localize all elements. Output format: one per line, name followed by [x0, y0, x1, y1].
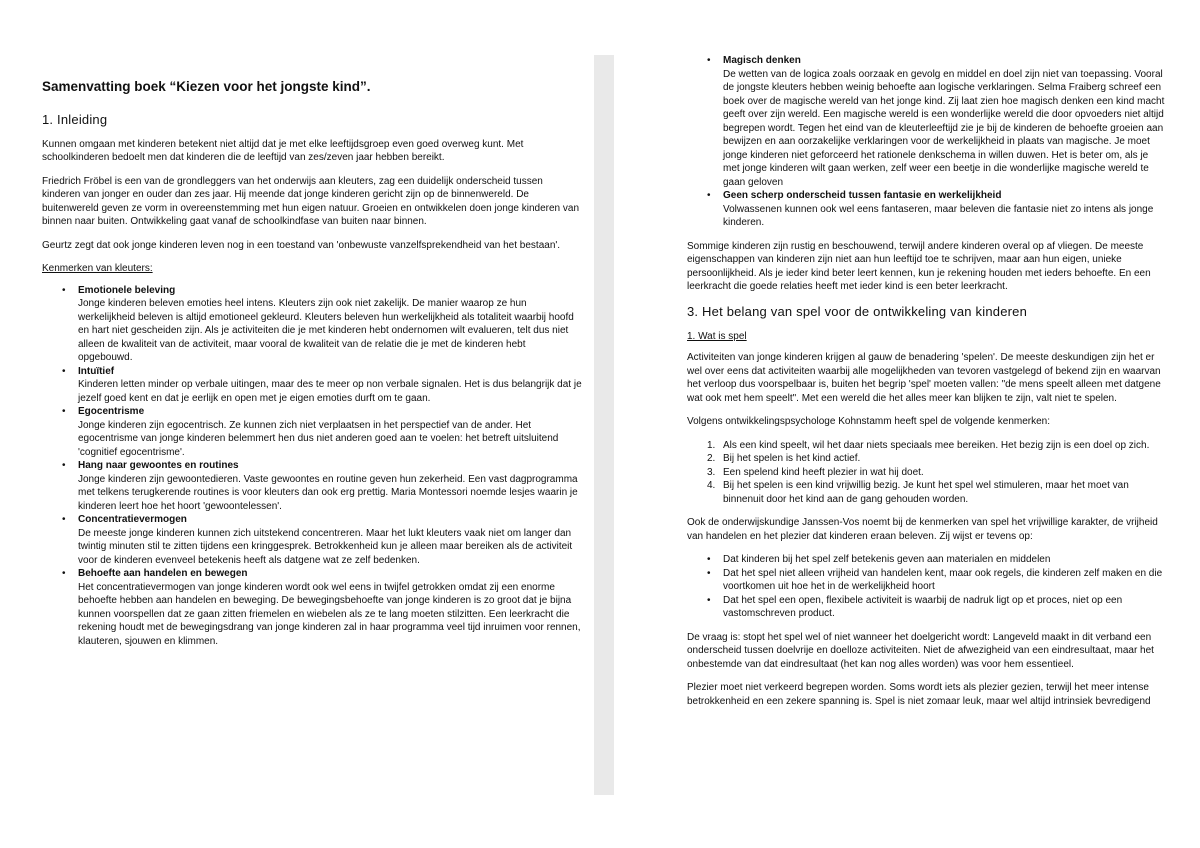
paragraph: Kunnen omgaan met kinderen betekent niet altijd dat je met elke leeftijdsgroep even goed overweg kunt. Met schoolkinderen bedoelt men dat kinderen die de leeftijd van zes/zeven jaar hebben bereikt.: [42, 138, 524, 163]
list-item-title: Emotionele beleving: [78, 284, 176, 296]
list-item-text: De meeste jonge kinderen kunnen zich uitstekend concentreren. Maar het lukt kleuters vaak niet om langer dan twintig minuten stil te zitten tijdens een kringgesprek. Betrokkenheid kun je alleen maar bereiken als de activiteit voor de kinderen evenveel betekenis heeft als datgene wat ze zelf bedenken.: [78, 527, 573, 566]
numbered-item: [687, 479, 1167, 506]
list-item: [687, 594, 1167, 621]
list-item-title: Geen scherp onderscheid tussen fantasie en werkelijkheid: [723, 190, 1002, 201]
bullet-icon: •: [62, 568, 66, 579]
paragraph: Friedrich Fröbel is een van de grondleggers van het onderwijs aan kleuters, zag een duidelijk onderscheid tussen kinderen van jonger en ouder dan zes jaar. Hij meende dat jonge kinderen gericht zijn op de binnenwereld. De buitenwereld geven ze vorm in overeenstemming met hun eigen natuur. Groeien en ontwikkelen doen jonge kinderen van binnen naar buiten. Ontwikkeling gaat vanaf de schoolkindfase van buiten naar binnen.: [42, 175, 580, 227]
subheading-wat-is-spel: 1. Wat is spel: [687, 330, 747, 342]
list-item-title: Egocentrisme: [78, 406, 145, 417]
item-number: 4.: [707, 480, 716, 491]
bullet-icon: •: [707, 594, 711, 606]
numbered-item-text: Bij het spelen is een kind vrijwillig bezig. Je kunt het spel wel stimuleren, maar het moet van binnenuit door het kind aan de gang gehouden worden.: [723, 480, 1129, 505]
bullet-icon: •: [62, 406, 66, 417]
item-number: 1.: [707, 439, 716, 451]
list-item-text: Dat het spel niet alleen vrijheid van handelen kent, maar ook regels, die kinderen zelf maken en die voortkomen uit hoe het in de werkelijkheid hoort: [723, 567, 1163, 592]
bullet-icon: •: [707, 554, 711, 565]
list-item-text: Dat het spel een open, flexibele activiteit is waarbij de nadruk ligt op et proces, niet op een vastomschreven product.: [723, 594, 1123, 619]
bullet-icon: •: [62, 460, 66, 471]
paragraph: Plezier moet niet verkeerd begrepen worden. Soms wordt iets als plezier gezien, terwijl het meer intense betrokkenheid en een zekere spanning is. Spel is niet zomaar leuk, maar wel altijd intrinsiek bevredigend: [687, 682, 1151, 707]
list-item-text: De wetten van de logica zoals oorzaak en gevolg en middel en doel zijn niet van toepassing. Vooral de jongste kleuters hebben weinig behoefte aan logische verklaringen. Selma Fraiberg schreef een boek over de magische wereld van het jonge kind. Zij laat zien hoe magisch denken een kind macht geeft over zijn wereld. Een magische wereld is een wonderlijke wereld die door opvoeders niet altijd begrepen wordt. Tegen het eind van de kleuterleeftijd zie je bij de kinderen de behoefte groeien aan bewijzen en aan oorzakelijke verklaringen voor de werkelijkheid in plaats van magische. Je moet jonge kinderen niet geforceerd het rationele denkschema in willen duwen. Het is beter om, als je met jonge kinderen wilt gaan werken, zelf weer een beetje in die wonderlijke magische wereld te gaan geloven: [723, 68, 1165, 188]
list-item: [42, 405, 582, 459]
subheading-kenmerken: Kenmerken van kleuters:: [42, 263, 153, 274]
bullet-icon: •: [62, 514, 66, 525]
section-heading-spel: 3. Het belang van spel voor de ontwikkeling van kinderen: [687, 303, 1028, 319]
numbered-item-text: Bij het spelen is het kind actief.: [723, 453, 861, 464]
bullet-icon: •: [62, 284, 66, 296]
paragraph: Geurtz zegt dat ook jonge kinderen leven nog in een toestand van 'onbewuste vanzelfsprekendheid van het bestaan'.: [42, 239, 561, 251]
bullet-icon: •: [707, 55, 711, 66]
document-title: Samenvatting boek “Kiezen voor het jongste kind”.: [42, 79, 371, 94]
list-item-title: Behoefte aan handelen en bewegen: [78, 568, 248, 579]
page-gutter: [594, 55, 614, 795]
left-page: [42, 80, 582, 648]
list-item-title: Intuïtief: [78, 365, 115, 377]
paragraph: Sommige kinderen zijn rustig en beschouwend, terwijl andere kinderen overal op af vliegen. De meeste eigenschappen van kinderen zijn niet aan hun leeftijd toe te schrijven, maar aan hun eigen, unieke persoonlijkheid. Als je ieder kind beter leert kennen, kun je rekening houden met ieders behoefte. En een leerkracht die goede relaties heeft met ieder kind is een beter leerkracht.: [687, 240, 1151, 292]
list-item-title: Concentratievermogen: [78, 514, 187, 525]
numbered-item: [687, 452, 1167, 466]
kenmerken-list-continued: [687, 54, 1167, 230]
list-item-text: Dat kinderen bij het spel zelf betekenis geven aan materialen en middelen: [723, 554, 1051, 565]
list-item: [687, 553, 1167, 567]
list-item: [42, 459, 582, 513]
list-item-text: Volwassenen kunnen ook wel eens fantaseren, maar beleven die fantasie niet zo intens als jonge kinderen.: [723, 203, 1154, 228]
list-item-title: Magisch denken: [723, 55, 801, 66]
spel-kenmerken-list: [687, 439, 1167, 507]
right-page: [687, 54, 1167, 718]
numbered-item: [687, 466, 1167, 480]
list-item-text: Kinderen letten minder op verbale uitingen, maar des te meer op non verbale signalen. Het is dus belangrijk dat je jezelf goed kent en dat je eerlijk en open met je eigen emoties durft om te gaan.: [78, 379, 582, 404]
list-item: [687, 567, 1167, 594]
numbered-item-text: Als een kind speelt, wil het daar niets speciaals mee bereiken. Het bezig zijn is een doel op zich.: [723, 439, 1150, 451]
list-item-text: Jonge kinderen zijn gewoontedieren. Vaste gewoontes en routine geven hun zekerheid. Een vast dagprogramma met telkens terugkerende routines is voor kleuters dan ook erg prettig. Maria Montessori noemde lesjes waarin je kinderen leert hoe het hoort 'gewoontelessen'.: [78, 473, 578, 512]
paragraph: De vraag is: stopt het spel wel of niet wanneer het doelgericht wordt: Langeveld maakt in dit verband een onderscheid tussen doelvrije en doelloze activiteiten. Niet de afwezigheid van een eindresultaat, maar het onbestemde van dat eindresultaat (het kan nog alles worden) was voor hem essentieel.: [687, 631, 1154, 670]
bullet-icon: •: [707, 190, 711, 201]
list-item: [42, 365, 582, 406]
list-item: [687, 189, 1167, 230]
section-heading-inleiding: 1. Inleiding: [42, 111, 108, 127]
numbered-item: [687, 439, 1167, 453]
bullet-icon: •: [707, 567, 711, 579]
list-item: [42, 284, 582, 365]
list-item: [687, 54, 1167, 189]
item-number: 2.: [707, 453, 716, 464]
list-item-title: Hang naar gewoontes en routines: [78, 460, 239, 471]
paragraph: Ook de onderwijskundige Janssen-Vos noemt bij de kenmerken van spel het vrijwillige karakter, de vrijheid van handelen en het plezier dat kinderen eraan beleven. Zij wijst er tevens op:: [687, 517, 1158, 542]
list-item: [42, 567, 582, 648]
numbered-item-text: Een spelend kind heeft plezier in wat hij doet.: [723, 466, 924, 478]
kenmerken-list: [42, 284, 582, 649]
list-item-text: Jonge kinderen beleven emoties heel intens. Kleuters zijn ook niet zakelijk. De manier waarop ze hun werkelijkheid beleven is altijd emotioneel gekleurd. Kleuters beleven hun werkelijkheid als totaliteit waarbij hoofd en hart niet gescheiden zijn. Als je activiteiten die je met kinderen hebt ondernomen wilt evalueren, telt dus niet alleen de kwaliteit van de activiteit, maar vooral de kwaliteit van de relatie die je met de kinderen hebt opgebouwd.: [78, 298, 574, 363]
list-item-text: Jonge kinderen zijn egocentrisch. Ze kunnen zich niet verplaatsen in het perspectief van de ander. Het egocentrisme van jonge kinderen belemmert hen dus niet anderen goed aan te voelen: het betreft uitsluitend 'cognitief egocentrisme'.: [78, 419, 559, 458]
janssen-vos-list: [687, 553, 1167, 621]
list-item: [42, 513, 582, 567]
bullet-icon: •: [62, 365, 66, 377]
item-number: 3.: [707, 466, 716, 478]
paragraph: Volgens ontwikkelingspsychologe Kohnstamm heeft spel de volgende kenmerken:: [687, 416, 1050, 427]
paragraph: Activiteiten van jonge kinderen krijgen al gauw de benadering 'spelen'. De meeste deskundigen zijn het er wel over eens dat activiteiten waarbij alle mogelijkheden van tevoren vastgelegd of bekend zijn en waarvan het verloop dus voorspelbaar is, buiten het begrip 'spel' moeten vallen: "de mens speelt alleen met datgene wat ook met hem speelt". Met een wereld die het alles meer kan blijken te zijn, valt niet te spelen.: [687, 352, 1161, 404]
list-item-text: Het concentratievermogen van jonge kinderen wordt ook wel eens in twijfel getrokken omdat zij een enorme behoefte hebben aan handelen en beweging. De bewegingsbehoefte van jonge kinderen is zo groot dat je bijna kunnen voorspellen dat ze gaan zitten friemelen en wiebelen als ze te lang moeten stilzitten. Een leerkracht die rekening houdt met de bewegingsdrang van jonge kinderen zal in haar programma veel tijd inruimen voor rennen, klauteren, sjouwen en klimmen.: [78, 581, 581, 647]
